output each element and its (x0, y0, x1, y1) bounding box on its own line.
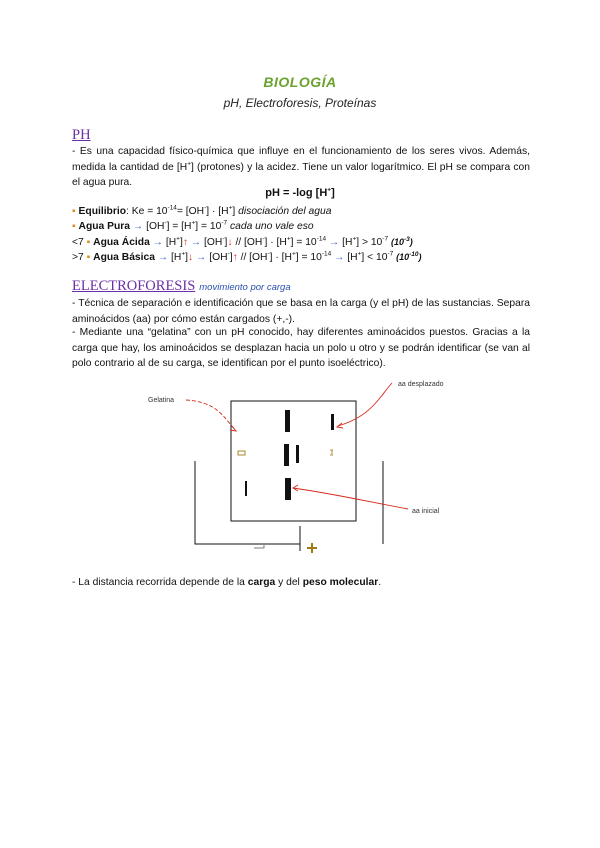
ph-heading: PH (72, 127, 91, 143)
label-aa-desplazado: aa desplazado (398, 381, 444, 388)
up-arrow-icon: ↑ (232, 252, 238, 263)
down-arrow-icon: ↓ (227, 237, 233, 248)
well-mark (238, 451, 245, 455)
small-mark (330, 450, 333, 455)
arrow-icon: → (132, 221, 144, 232)
bullet-icon: ▪ (86, 252, 91, 263)
page-title: BIOLOGÍA (263, 74, 337, 90)
arrow-icon: → (152, 237, 163, 248)
down-arrow-icon: ↓ (188, 252, 194, 263)
electroforesis-p2: - Mediante una “gelatina” con un pH conocido, hay diferentes aminoácidos puestos. Gracias a la carga que hay, los aminoácidos se desplazan hacia un polo u otro y se podrán identificar (se van al polo contrario al de su carga, se identifican por el punto isoeléctrico). (72, 327, 530, 369)
arrow-icon: → (196, 252, 207, 263)
page-subtitle: pH, Electroforesis, Proteínas (223, 96, 377, 110)
agua-pura-line: ▪ Agua Pura → $[OH^-] = [H^+] = 10^{-7}$ cada uno vale eso (72, 219, 314, 232)
label-aa-inicial: aa inicial (412, 508, 440, 515)
gel-box (231, 401, 356, 521)
arrow-desplazado (338, 383, 392, 426)
bullet-icon: ▪ (72, 206, 76, 217)
band (296, 445, 299, 463)
plus-pole-icon (307, 543, 317, 553)
agua-acida-line: <7 ▪ Agua Ácida → [H+]↑ → [OH-]↓ // $[OH^-] \cdot [H^+] = 10^{-14} \to [H^+] > 10^{-7}$ $(10^{-3})$ (72, 235, 413, 248)
minus-pole-icon (254, 545, 264, 548)
arrow-icon: → (157, 252, 169, 263)
equilibrio-line: ▪ Equilibrio: $Ke = 10^{-14}= [OH^-] \cdot [H^+]$ disociación del agua (72, 204, 332, 217)
arrow-inicial (293, 488, 408, 509)
ph-intro: - Es una capacidad físico-química que influye en el funcionamiento de los seres vivos. Además, medida la cantidad de [H+] (protones) y la acidez. Tiene un valor logarítmico. El pH se compara con el agua pura. (72, 146, 530, 188)
electroforesis-conclusion: - La distancia recorrida depende de la carga y del peso molecular. (72, 577, 382, 588)
electroforesis-p1: - Técnica de separación e identificación que se basa en la carga (y el pH) de las sustancias. Separa aminoácidos (aa) por cómo están cargados (+,-). (72, 298, 530, 325)
arrow-icon: → (334, 252, 345, 263)
bullet-icon: ▪ (72, 221, 76, 232)
band (331, 414, 334, 430)
band (285, 410, 290, 432)
arrow-icon: → (328, 237, 340, 248)
arrow-gelatina (186, 400, 235, 430)
band (245, 481, 247, 496)
left-electrode-wire (195, 461, 300, 544)
arrow-icon: → (190, 237, 202, 248)
electroforesis-note: movimiento por carga (199, 282, 291, 293)
agua-basica-line: >7 ▪ Agua Básica → [H+]↓ → [OH-]↑ // $[OH^-] \cdot [H^+] = 10^{-14} \to [H^+] < 10^{-7}$ $(10^{-10})$ (72, 250, 422, 263)
label-gelatina: Gelatina (148, 397, 175, 404)
ph-formula: pH = -log [H+] (265, 186, 335, 199)
band (285, 478, 291, 500)
electrophoresis-diagram (140, 376, 470, 562)
band (284, 444, 289, 466)
electroforesis-heading: ELECTROFORESIS movimiento por carga (72, 278, 291, 294)
bullet-icon: ▪ (86, 237, 91, 248)
up-arrow-icon: ↑ (182, 237, 188, 248)
